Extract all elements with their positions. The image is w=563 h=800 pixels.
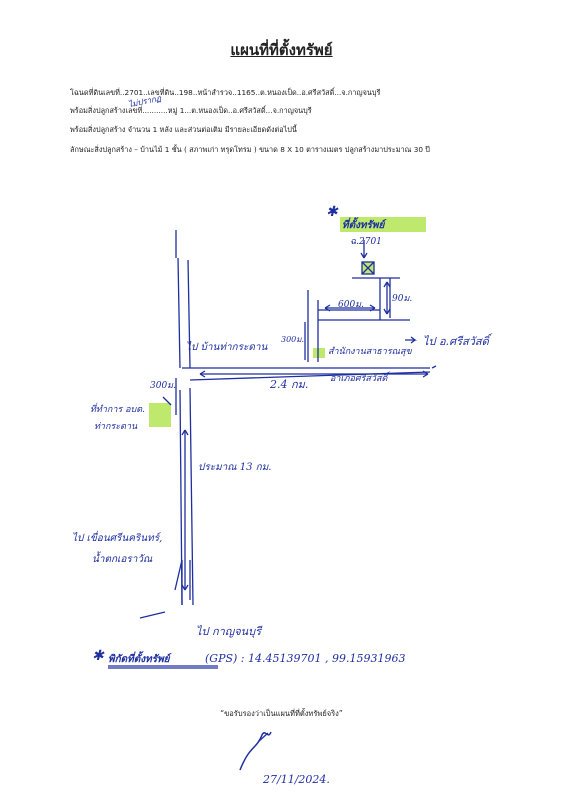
distance-300m-side: 300ม. xyxy=(281,335,305,344)
tha-kradan-office-label: ที่ทำการ อบต. xyxy=(90,405,145,415)
to-waterfall-label: น้ำตกเอราวัณ xyxy=(92,554,153,565)
to-srisawat-label: ไป อ.ศรีสวัสดิ์ xyxy=(423,335,489,348)
distance-2-4km: 2.4 กม. xyxy=(270,378,309,391)
to-dam-label: ไป เขื่อนศรีนครินทร์, xyxy=(72,533,163,544)
approx-13km-label: ประมาณ 13 กม. xyxy=(198,462,272,473)
building-count-line: พร้อมสิ่งปลูกสร้าง จำนวน 1 หลัง และส่วนต่อเติม มีรายละเอียดดังต่อไปนี้ xyxy=(70,125,297,134)
office-label-line2: อำเภอศรีสวัสดิ์ xyxy=(330,374,388,384)
not-shown-note: ไม่ปรากฏ xyxy=(127,93,162,110)
certification-text: “ขอรับรองว่าเป็นแผนที่ที่ตั้งทรัพย์จริง” xyxy=(220,709,343,718)
distance-90m: 90ม. xyxy=(392,294,413,304)
distance-300m-left: 300ม. xyxy=(150,381,176,391)
building-desc-line: ลักษณะสิ่งปลูกสร้าง – บ้านไม้ 1 ชั้น ( สภาพเก่า ทรุดโทรม ) ขนาด 8 X 10 ตารางเมตร ปลูกสร้างมาประมาณ 30 ปี xyxy=(70,145,430,154)
distance-600m: 600ม. xyxy=(338,300,364,310)
deed-number: ฉ.2701 xyxy=(350,237,382,247)
page-title: แผนที่ที่ตั้งทรัพย์ xyxy=(230,41,333,59)
property-label: ที่ตั้งทรัพย์ xyxy=(342,220,385,231)
asterisk-icon: ✱ xyxy=(326,204,338,220)
to-village-label: ไป บ้านท่ากระดาน xyxy=(186,342,268,353)
asterisk-gps-icon: ✱ xyxy=(92,648,104,664)
signature-date: 27/11/2024. xyxy=(263,773,330,786)
office-label: สำนักงานสาธารณสุข xyxy=(328,347,412,357)
gps-label: พิกัดที่ตั้งทรัพย์ xyxy=(108,654,170,665)
gps-value: (GPS) : 14.45139701 , 99.15931963 xyxy=(205,652,406,665)
deed-line: โฉนดที่ดินเลขที่..2701..เลขที่ดิน..198..หน้าสำรวจ..1165..ต.หนองเป็ด..อ.ศรีสวัสดิ์...จ.กาญจนบุรี xyxy=(70,88,381,97)
tha-kradan-office-label2: ท่ากระดาน xyxy=(94,422,138,432)
building-line: พร้อมสิ่งปลูกสร้างเลขที่...........หมู่ 1...ต.หนองเป็ด..อ.ศรีสวัสดิ์...จ.กาญจนบุรี xyxy=(70,106,312,115)
to-kanchanaburi-label: ไป กาญจนบุรี xyxy=(196,625,262,638)
